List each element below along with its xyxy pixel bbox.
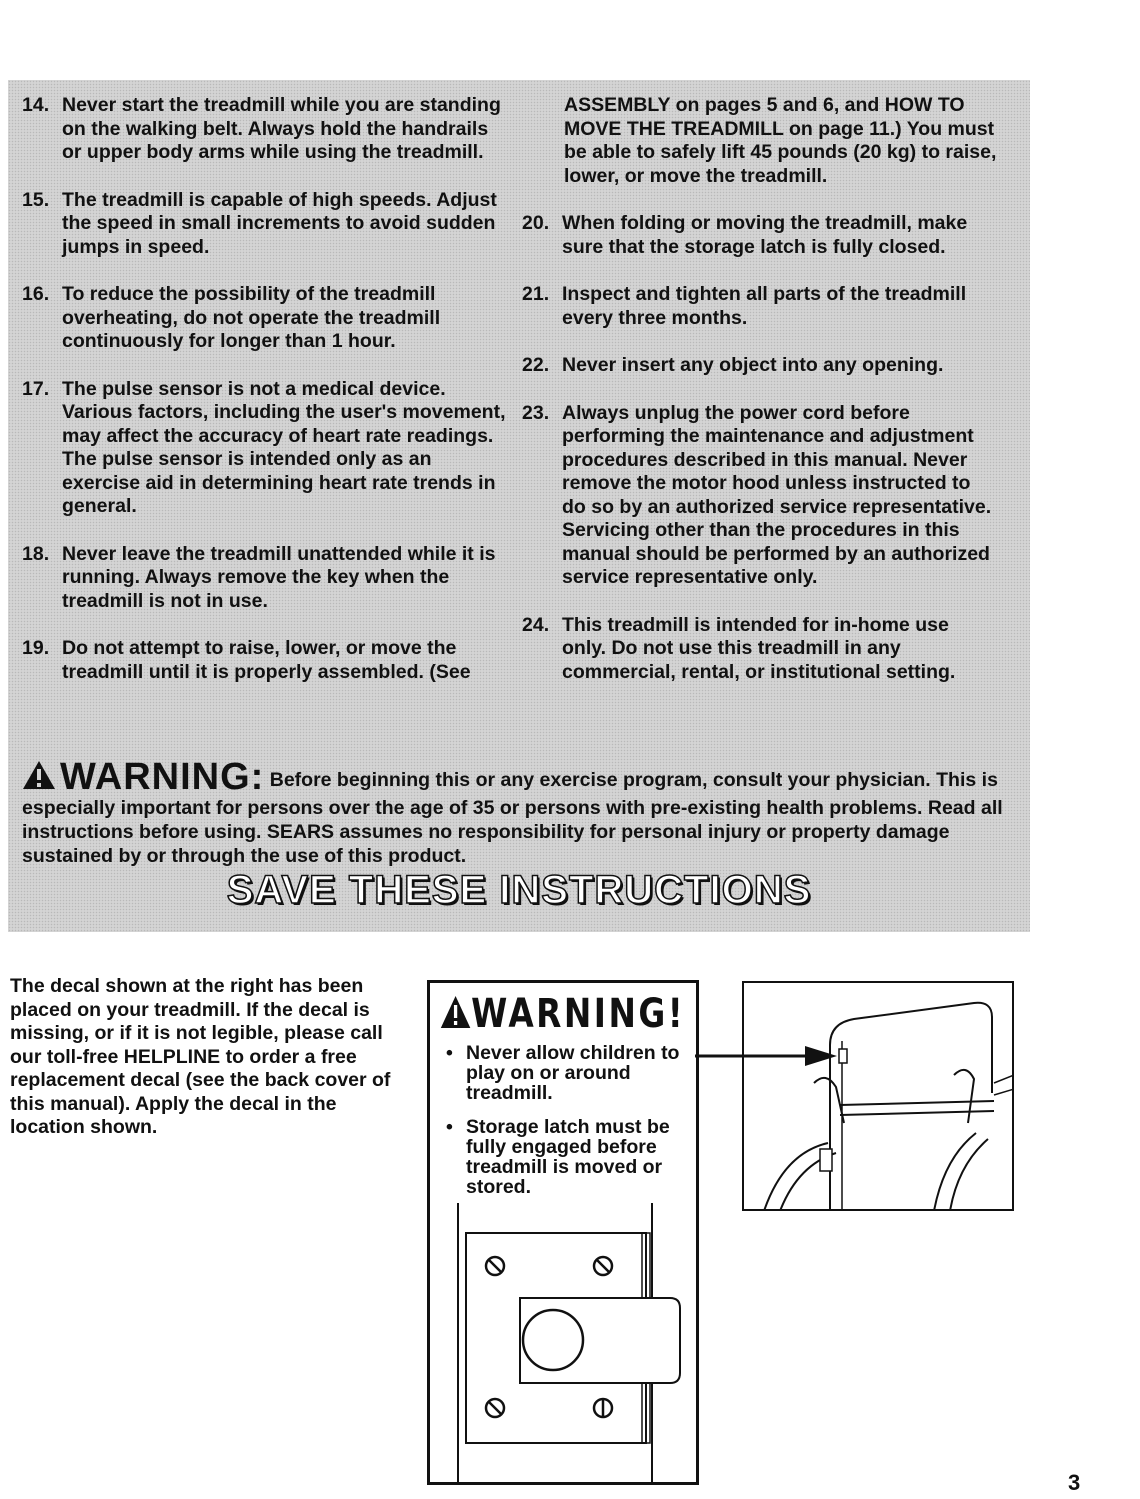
warning-triangle-icon	[440, 993, 471, 1039]
safety-item-16	[22, 283, 507, 354]
screw-icon	[486, 1399, 504, 1417]
page-number: 3	[1068, 1470, 1081, 1495]
item-text: Never leave the treadmill unattended while it is running. Always remove the key when the treadmill is not in use.	[62, 542, 496, 612]
item-text: Never start the treadmill while you are standing on the walking belt. Always hold the handrails or upper body arms while using the treadmill.	[62, 94, 501, 163]
bullet-text: Never allow children to play on or around treadmill.	[466, 1042, 680, 1104]
decal-title-text: WARNING!	[471, 991, 686, 1037]
screw-icon	[594, 1257, 612, 1275]
safety-list-right	[522, 94, 997, 708]
save-instructions-title: SAVE THESE INSTRUCTIONS	[226, 868, 812, 912]
safety-item-19	[22, 637, 507, 684]
item-text: Never insert any object into any opening.	[562, 354, 944, 376]
warning-triangle-icon	[22, 760, 56, 796]
decal-bullet	[446, 1043, 691, 1103]
item-number: 14.	[22, 94, 50, 116]
safety-item-19-continued: ASSEMBLY on pages 5 and 6, and HOW TO MOVE THE TREADMILL on page 11.) You must be able to safely lift 45 pounds (20 kg) to raise, lower, or move the treadmill.	[564, 94, 997, 187]
safety-item-21	[522, 283, 997, 330]
safety-item-14	[22, 94, 507, 165]
warning-block	[22, 756, 1007, 868]
item-text: Do not attempt to raise, lower, or move the treadmill until it is properly assembled. (See	[62, 637, 471, 683]
safety-item-22	[522, 354, 997, 378]
bullet-mark: •	[446, 1116, 453, 1138]
item-text: The treadmill is capable of high speeds. Adjust the speed in small increments to avoid sudden jumps in speed.	[62, 188, 497, 258]
item-text: The pulse sensor is not a medical device. Various factors, including the user's movement, may affect the accuracy of heart rate readings. The pulse sensor is intended only as an exercise aid in determining heart rate trends in general.	[62, 377, 506, 517]
screw-icon	[486, 1257, 504, 1275]
item-number: 23.	[522, 401, 550, 424]
storage-latch-illustration	[430, 1203, 696, 1483]
bullet-text: Storage latch must be fully engaged before treadmill is moved or stored.	[466, 1116, 670, 1198]
item-text: This treadmill is intended for in-home use only. Do not use this treadmill in any commercial, rental, or institutional setting.	[562, 613, 956, 683]
item-text: Always unplug the power cord before performing the maintenance and adjustment procedures described in this manual. Never remove the motor hood unless instructed to do so by an authorized service representative. Servicing other than the procedures in this manual should be performed by an authorized service representative only.	[562, 401, 992, 588]
item-text: To reduce the possibility of the treadmill overheating, do not operate the treadmill continuously for longer than 1 hour.	[62, 283, 441, 352]
decal-description: The decal shown at the right has been placed on your treadmill. If the decal is missing, or if it is not legible, please call our toll-free HELPLINE to order a free replacement decal (see the back cover of this manual). Apply the decal in the location shown.	[10, 975, 391, 1138]
bullet-mark: •	[446, 1042, 453, 1064]
item-number: 20.	[522, 212, 550, 234]
item-number: 24.	[522, 613, 550, 636]
safety-item-18	[22, 543, 507, 614]
item-text: Inspect and tighten all parts of the treadmill every three months.	[562, 283, 967, 329]
safety-item-20	[522, 212, 997, 259]
safety-item-17	[22, 378, 507, 519]
item-text: When folding or moving the treadmill, make sure that the storage latch is fully closed.	[562, 212, 968, 258]
safety-item-23	[522, 402, 997, 590]
item-number: 22.	[522, 354, 550, 376]
item-number: 17.	[22, 377, 50, 400]
decal-bullet	[446, 1117, 691, 1197]
warning-decal	[427, 980, 699, 1485]
item-number: 15.	[22, 188, 50, 211]
item-number: 19.	[22, 637, 50, 659]
safety-list-left	[22, 94, 507, 708]
treadmill-decal-location-illustration	[742, 981, 1014, 1211]
item-number: 18.	[22, 542, 50, 565]
warning-heading: WARNING:	[60, 756, 265, 798]
safety-item-15	[22, 189, 507, 260]
item-number: 16.	[22, 283, 50, 305]
item-number: 21.	[522, 283, 550, 305]
decal-title	[440, 991, 685, 1039]
decal-bullets	[446, 1043, 691, 1211]
warning-text: Before beginning this or any exercise program, consult your physician. This is especially important for persons over the age of 35 or persons with pre-existing health problems. Read all instructions before using. SEARS assumes no responsibility for personal injury or property damage sustained by or through the use of this product.	[22, 769, 1003, 867]
screw-icon	[594, 1399, 612, 1417]
safety-item-24	[522, 614, 997, 685]
